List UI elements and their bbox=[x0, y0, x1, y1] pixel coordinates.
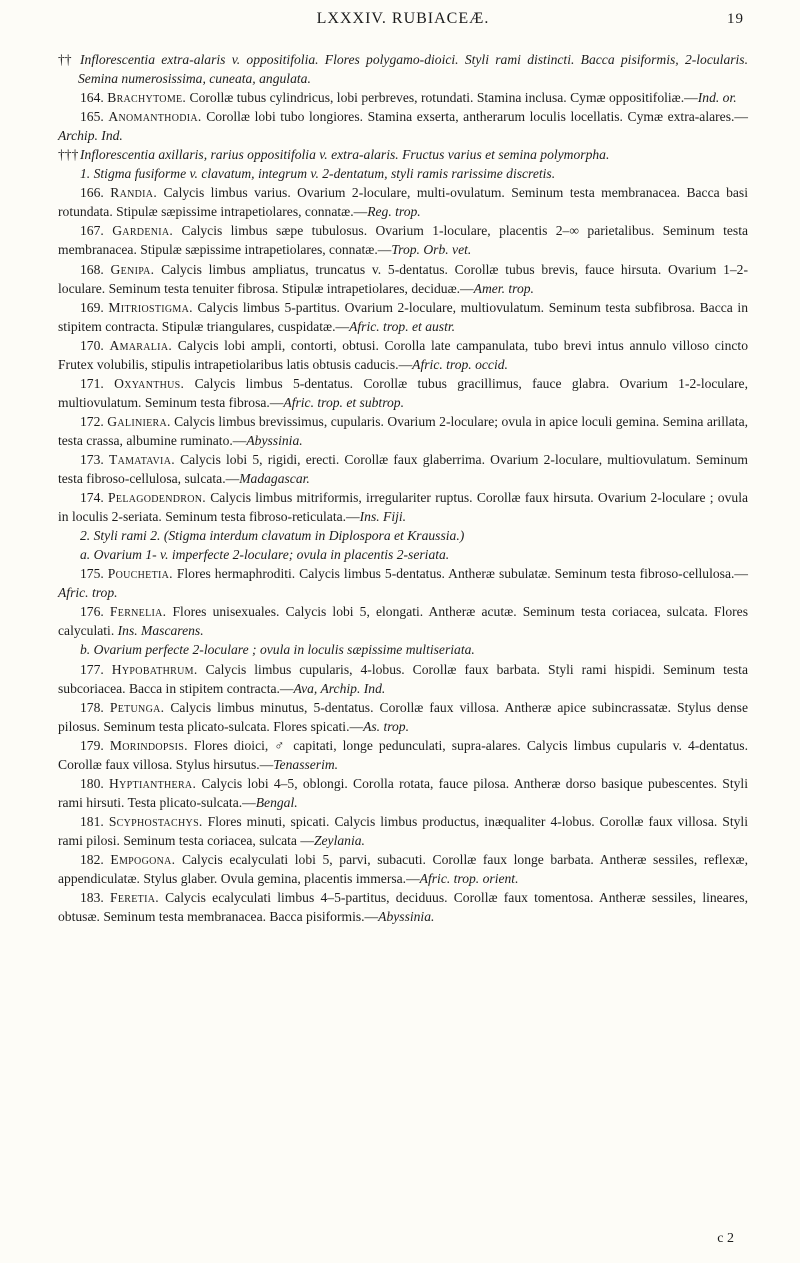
genus-region: Tenasserim. bbox=[273, 756, 339, 772]
genus-entry bbox=[58, 660, 748, 698]
genus-entry bbox=[58, 88, 748, 107]
genus-name: Galiniera. bbox=[107, 413, 171, 429]
entry-number: 166. bbox=[80, 185, 104, 201]
entry-number: 168. bbox=[80, 261, 104, 277]
genus-region: Zeylania. bbox=[313, 832, 365, 848]
genus-description: Calycis ecalyculati lobi 5, parvi, subacuti. Corollæ faux longe barbata. Antheræ sessiles, reflexæ, appendiculatæ. Stylus glaber. Ovula gemina, placentis immersa.— bbox=[58, 851, 748, 887]
genus-entry bbox=[58, 260, 748, 298]
genus-entry bbox=[58, 412, 748, 450]
entry-number: 176. bbox=[80, 604, 104, 620]
genus-description: Flores minuti, spicati. Calycis limbus productus, inæqualiter 4-lobus. Corollæ faux villosa. Styli rami pilosi. Seminum testa coriacea, sulcata — bbox=[58, 813, 748, 848]
genus-entry bbox=[58, 107, 748, 145]
entry-number: 165. bbox=[80, 109, 104, 125]
genus-name: Genipa. bbox=[110, 261, 155, 277]
genus-name: Hypobathrum. bbox=[111, 661, 198, 677]
genus-name: Feretia. bbox=[110, 890, 159, 906]
group-symbol: †† bbox=[58, 52, 72, 67]
genus-entry bbox=[58, 736, 748, 774]
genus-name: Oxyanthus. bbox=[114, 375, 185, 391]
genus-description: Calycis lobi 5, rigidi, erecti. Corollæ faux glaberrima. Ovarium 2-loculare, multiovulatum. Seminum testa fibroso-cellulosa, sulcata.— bbox=[58, 451, 749, 487]
genus-entry bbox=[58, 774, 748, 812]
genus-name: Pouchetia. bbox=[107, 566, 173, 582]
genus-entry bbox=[58, 298, 748, 336]
entry-number: 172. bbox=[80, 413, 104, 429]
genus-name: Pelagodendron. bbox=[108, 490, 206, 506]
genus-region: Abyssinia. bbox=[246, 432, 303, 448]
genus-description: Flores hermaphroditi. Calycis limbus 5-dentatus. Antheræ subulatæ. Seminum testa fibroso-cellulosa.— bbox=[176, 566, 748, 582]
entry-number: 174. bbox=[80, 490, 104, 506]
genus-region: Abyssinia. bbox=[378, 909, 435, 925]
genus-name: Fernelia. bbox=[109, 604, 167, 620]
genus-name: Mitriostigma. bbox=[108, 299, 193, 315]
subsection-heading: a. Ovarium 1- v. imperfecte 2-loculare; ovula in placentis 2-seriata. bbox=[80, 547, 450, 563]
chapter-title: LXXXIV. RUBIACEÆ. bbox=[316, 10, 490, 27]
genus-region: Trop. Orb. vet. bbox=[391, 242, 472, 258]
genus-region: Archip. Ind. bbox=[58, 128, 123, 144]
genus-name: Empogona. bbox=[110, 851, 176, 867]
entry-number: 180. bbox=[80, 775, 104, 791]
genus-description: Flores dioici, ♂ capitati, longe pedunculati, supra-alares. Calycis limbus cupularis v. 4-dentatus. Corollæ faux villosa. Stylus hirsutus.— bbox=[58, 737, 748, 772]
genus-name: Amaralia. bbox=[109, 337, 173, 353]
genus-name: Tamatavia. bbox=[108, 451, 175, 467]
genus-region: Reg. trop. bbox=[367, 204, 421, 220]
entry-number: 178. bbox=[80, 699, 104, 715]
page-number: 19 bbox=[727, 11, 744, 27]
subsection-heading: 1. Stigma fusiforme v. clavatum, integrum v. 2-dentatum, styli ramis rarissime discretis. bbox=[80, 166, 556, 182]
entry-number: 181. bbox=[80, 813, 104, 829]
genus-entry bbox=[58, 183, 748, 221]
genus-name: Scyphostachys. bbox=[108, 813, 203, 829]
entry-number: 164. bbox=[80, 90, 104, 106]
genus-entry bbox=[58, 488, 748, 526]
group-description: Inflorescentia axillaris, rarius oppositifolia v. extra-alaris. Fructus varius et semina polymorpha. bbox=[80, 147, 610, 163]
subsection-heading: 2. Styli rami 2. (Stigma interdum clavatum in Diplospora et Kraussia.) bbox=[80, 528, 465, 544]
genus-description: Calycis limbus 5-partitus. Ovarium 2-loculare, multiovulatum. Seminum testa subfibrosa. Bacca in stipitem contracta. Stipulæ triangulares, cuspidatæ.— bbox=[58, 299, 748, 334]
genus-entry bbox=[58, 602, 748, 640]
entry-number: 179. bbox=[80, 737, 104, 753]
genus-description: Calycis limbus ampliatus, truncatus v. 5-dentatus. Corollæ tubus brevis, fauce hirsuta. Ovarium 1–2-loculare. Seminum testa tenuiter fibrosa. Stipulæ intrapetiolares, deciduæ.— bbox=[58, 261, 748, 296]
genus-description: Calycis lobi 4–5, oblongi. Corolla rotata, fauce pilosa. Antheræ dorso basique pubescentes. Styli rami hirsuti. Testa plicato-sulcata.— bbox=[58, 775, 748, 810]
genus-entry bbox=[58, 336, 748, 374]
genus-region: Afric. trop. et subtrop. bbox=[283, 394, 404, 410]
genus-region: Ava, Archip. Ind. bbox=[293, 680, 386, 696]
genus-region: Afric. trop. et austr. bbox=[349, 318, 456, 334]
genus-entry bbox=[58, 850, 748, 888]
genus-description: Corollæ lobi tubo longiores. Stamina exserta, antherarum loculis locellatis. Cymæ extra-alares.— bbox=[206, 109, 748, 125]
entry-number: 175. bbox=[80, 566, 104, 582]
genus-description: Calycis limbus varius. Ovarium 2-loculare, multi-ovulatum. Seminum testa membranacea. Bacca basi rotundata. Stipulæ sæpissime intrapetiolares, connatæ.— bbox=[58, 185, 748, 220]
genus-description: Calycis lobi ampli, contorti, obtusi. Corolla late campanulata, tubo brevi intus annulo villoso cincto Frutex volubilis, stipulis intrapetiolaribus latis obtusis caducis.— bbox=[58, 337, 748, 372]
genus-region: Ind. or. bbox=[697, 90, 737, 106]
group-heading bbox=[58, 145, 748, 164]
entry-number: 171. bbox=[80, 375, 104, 391]
entry-number: 170. bbox=[80, 337, 104, 353]
genus-name: Brachytome. bbox=[107, 90, 187, 106]
genus-name: Randia. bbox=[110, 185, 158, 201]
genus-name: Hyptianthera. bbox=[109, 775, 197, 791]
entry-number: 177. bbox=[80, 661, 104, 677]
genus-region: Afric. trop. orient. bbox=[419, 871, 519, 887]
genus-entry bbox=[58, 450, 748, 488]
group-symbol: ††† bbox=[58, 147, 79, 163]
genus-region: Afric. trop. bbox=[58, 585, 118, 601]
genus-entry bbox=[58, 221, 748, 259]
genus-entry bbox=[58, 888, 748, 926]
entry-number: 169. bbox=[80, 299, 104, 315]
running-header bbox=[58, 4, 748, 34]
genus-region: Ins. Fiji. bbox=[359, 509, 407, 525]
group-description: Inflorescentia extra-alaris v. oppositifolia. Flores polygamo-dioici. Styli rami distincti. Bacca pisiformis, 2-locularis. Semina numerosissima, cuneata, angulata. bbox=[78, 52, 748, 87]
entry-number: 173. bbox=[80, 451, 104, 467]
genus-region: Ins. Mascarens. bbox=[117, 623, 204, 639]
genus-region: Madagascar. bbox=[239, 471, 310, 487]
genus-entry bbox=[58, 374, 748, 412]
genus-name: Petunga. bbox=[109, 699, 165, 715]
genus-region: Bengal. bbox=[255, 794, 298, 810]
entry-number: 183. bbox=[80, 890, 104, 906]
genus-description: Calycis limbus 5-dentatus. Corollæ tubus gracillimus, fauce glabra. Ovarium 1-2-loculare, multiovulatum. Seminum testa fibrosa.— bbox=[58, 375, 748, 410]
genus-description: Calycis ecalyculati limbus 4–5-partitus, deciduus. Corollæ faux tomentosa. Antheræ sessiles, lineares, obtusæ. Seminum testa membranacea. Bacca pisiformis.— bbox=[58, 890, 748, 925]
genus-region: As. trop. bbox=[363, 718, 410, 734]
genus-entry bbox=[58, 564, 748, 602]
genus-description: Flores unisexuales. Calycis lobi 5, elongati. Antheræ acutæ. Seminum testa coriacea, sulcata. Flores calyculati. bbox=[58, 604, 748, 639]
genus-entry bbox=[58, 698, 748, 736]
subsection-heading: b. Ovarium perfecte 2-loculare ; ovula in loculis sæpissime multiseriata. bbox=[80, 642, 475, 658]
entry-number: 167. bbox=[80, 223, 104, 239]
text-block bbox=[58, 50, 748, 926]
group-heading bbox=[58, 50, 748, 88]
genus-region: Amer. trop. bbox=[473, 280, 534, 296]
genus-description: Calycis limbus cupularis, 4-lobus. Corollæ faux barbata. Styli rami hispidi. Seminum testa subcoriacea. Bacca in stipitem contracta.— bbox=[58, 661, 748, 696]
entry-number: 182. bbox=[80, 851, 104, 867]
genus-description: Calycis limbus brevissimus, cupularis. Ovarium 2-loculare; ovula in apice loculi gemina. Semina arillata, testa crassa, albumine ruminato.— bbox=[58, 413, 748, 448]
genus-name: Morindopsis. bbox=[109, 737, 188, 753]
signature-mark: c 2 bbox=[717, 1231, 734, 1246]
genus-description: Calycis limbus sæpe tubulosus. Ovarium 1-loculare, placentis 2–∞ parietalibus. Seminum testa membranacea. Stipulæ sæpissime intrapetiolares, connatæ.— bbox=[58, 223, 749, 258]
genus-description: Calycis limbus minutus, 5-dentatus. Corollæ faux villosa. Antheræ apice subincrassatæ. Stylus dense pilosus. Seminum testa plicato-sulcata. Flores spicati.— bbox=[58, 699, 748, 734]
genus-description: Corollæ tubus cylindricus, lobi perbreves, rotundati. Stamina inclusa. Cymæ oppositifoliæ.— bbox=[189, 90, 698, 106]
genus-region: Afric. trop. occid. bbox=[412, 356, 508, 372]
genus-description: Calycis limbus mitriformis, irregulariter ruptus. Corollæ faux hirsuta. Ovarium 2-loculare ; ovula in loculis 2-seriata. Seminum testa fibroso-reticulata.— bbox=[58, 490, 748, 525]
genus-name: Anomanthodia. bbox=[108, 109, 202, 125]
genus-name: Gardenia. bbox=[112, 223, 174, 239]
genus-entry bbox=[58, 812, 748, 850]
